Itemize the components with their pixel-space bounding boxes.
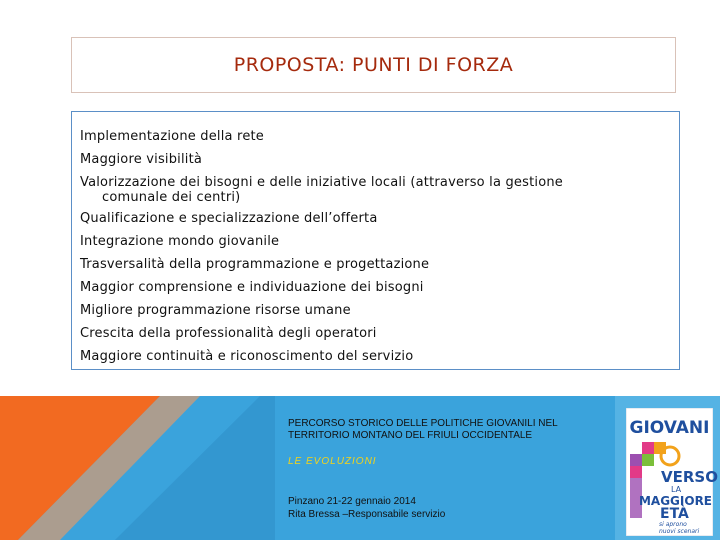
list-item: Trasversalità della programmazione e progettazione [80, 257, 430, 272]
list-item: Maggiore continuità e riconoscimento del servizio [80, 349, 414, 364]
bullet-list [80, 129, 679, 364]
list-item: Crescita della professionalità degli operatori [80, 326, 377, 341]
footer-date: Pinzano 21-22 gennaio 2014 [288, 496, 416, 507]
logo-la: LA [671, 485, 682, 494]
footer-band [0, 396, 720, 540]
logo-subtitle: si aprono nuovi scenari [659, 521, 700, 535]
list-item: Migliore programmazione risorse umane [80, 303, 351, 318]
logo-maggiore: MAGGIORE [638, 494, 712, 508]
footer-line1: PERCORSO STORICO DELLE POLITICHE GIOVANILI NEL [288, 418, 558, 429]
giovani-logo [626, 408, 718, 536]
list-item: Maggior comprensione e individuazione dei bisogni [80, 280, 424, 295]
logo-verso: VERSO [661, 468, 718, 486]
footer-author: Rita Bressa –Responsabile servizio [288, 509, 446, 520]
footer-evoluzioni: LE EVOLUZIONI [288, 456, 377, 467]
list-item: Implementazione della rete [80, 129, 265, 144]
list-item: Maggiore visibilità [80, 152, 203, 167]
logo-eta: ETÀ [660, 506, 689, 522]
list-item: Qualificazione e specializzazione dell’offerta [80, 211, 378, 226]
content-box [71, 111, 680, 370]
logo-giovani: GIOVANI [629, 418, 710, 438]
slide-title: PROPOSTA: PUNTI DI FORZA [233, 54, 514, 76]
list-item: Integrazione mondo giovanile [80, 234, 280, 249]
footer-line2: TERRITORIO MONTANO DEL FRIULI OCCIDENTALE [288, 430, 533, 441]
title-box [71, 37, 676, 93]
list-item: Valorizzazione dei bisogni e delle iniziative locali (attraverso la gestione comunale dei centri) [80, 175, 564, 205]
